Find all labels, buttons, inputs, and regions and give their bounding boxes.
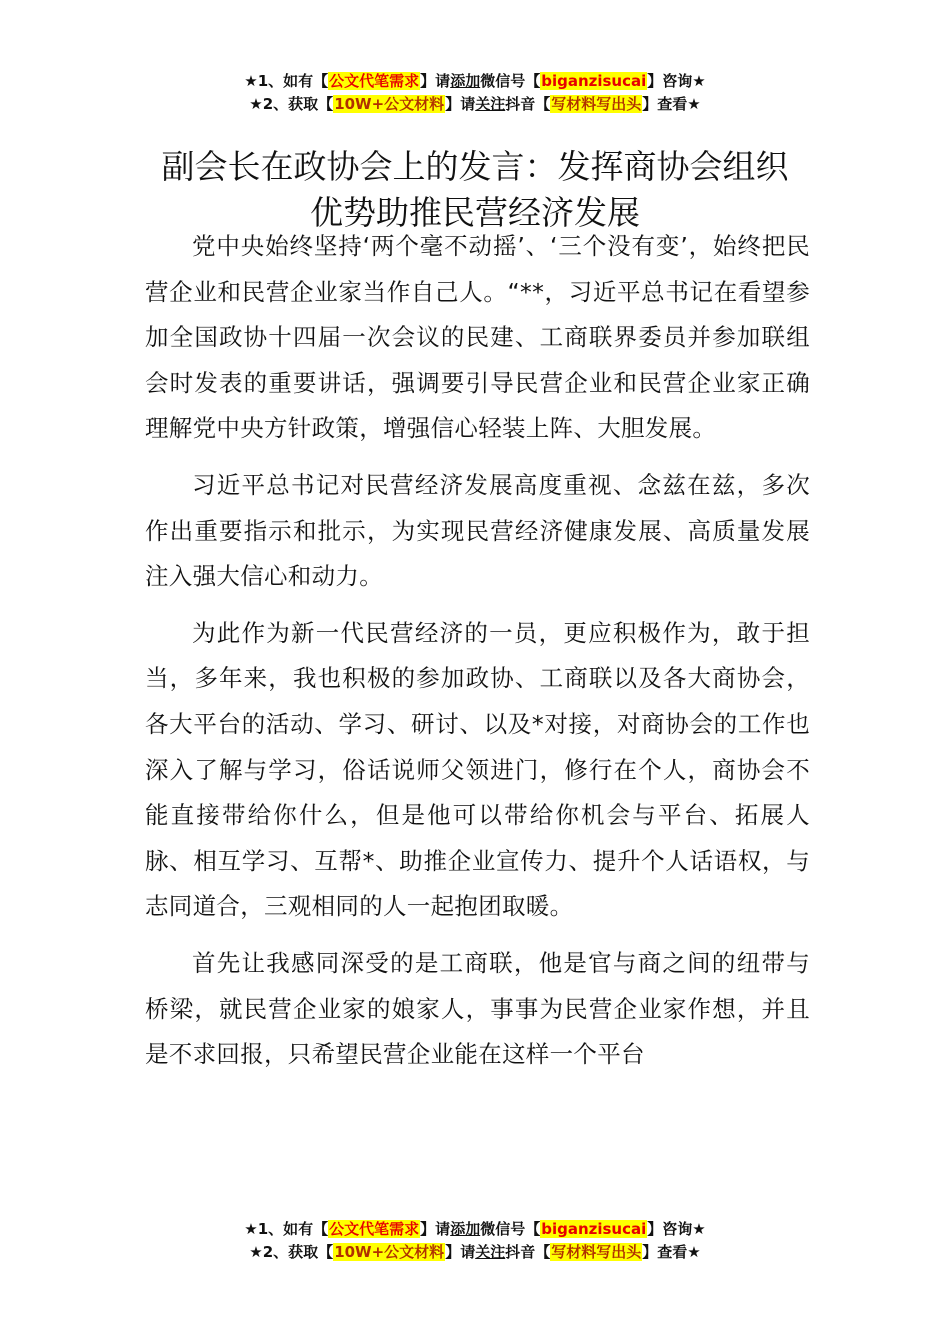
banner-line-2: ★2、获取【10W+公文材料】请关注抖音【写材料写出头】查看★ [249, 1243, 701, 1261]
banner-line-1: ★1、如有【公文代笔需求】请添加微信号【biganzisucai】咨询★ [244, 72, 706, 90]
banner-line-1: ★1、如有【公文代笔需求】请添加微信号【biganzisucai】咨询★ [244, 1220, 706, 1238]
paragraph: 为此作为新一代民营经济的一员，更应积极作为，敢于担当，多年来，我也积极的参加政协、工商联以及各大商协会，各大平台的活动、学习、研讨、以及*对接，对商协会的工作也深入了解与学习，俗话说师父领进门，修行在个人，商协会不能直接带给你什么，但是他可以带给你机会与平台、拓展人脉、相互学习、互帮*、助推企业宣传力、提升个人话语权，与志同道合，三观相同的人一起抱团取暖。 [145, 618, 810, 921]
document-body [145, 224, 810, 1089]
highlight-materials: 10W+公文材料 [334, 95, 445, 113]
highlight-materials: 10W+公文材料 [334, 1243, 445, 1261]
banner-line-2: ★2、获取【10W+公文材料】请关注抖音【写材料写出头】查看★ [249, 95, 701, 113]
highlight-service: 公文代笔需求 [329, 1220, 420, 1238]
title-line-1: 副会长在政协会上的发言：发挥商协会组织 [161, 147, 789, 187]
header-banner [0, 70, 950, 116]
highlight-douyin: 写材料写出头 [551, 95, 642, 113]
highlight-service: 公文代笔需求 [329, 72, 420, 90]
highlight-wechat-id: biganzisucai [541, 1220, 647, 1238]
document-title [0, 144, 950, 236]
star-icon: ★ [244, 72, 258, 90]
star-icon: ★ [249, 1243, 263, 1261]
paragraph: 首先让我感同深受的是工商联，他是官与商之间的纽带与桥梁，就民营企业家的娘家人，事事为民营企业家作想，并且是不求回报，只希望民营企业能在这样一个平台 [145, 948, 810, 1069]
star-icon: ★ [249, 95, 263, 113]
highlight-wechat-id: biganzisucai [541, 72, 647, 90]
title-line-2: 优势助推民营经济发展 [310, 193, 640, 233]
paragraph: 党中央始终坚持‘两个毫不动摇’、‘三个没有变’，始终把民营企业和民营企业家当作自己人。“**，习近平总书记在看望参加全国政协十四届一次会议的民建、工商联界委员并参加联组会时发表的重要讲话，强调要引导民营企业和民营企业家正确理解党中央方针政策，增强信心轻装上阵、大胆发展。 [145, 232, 810, 443]
paragraph: 习近平总书记对民营经济发展高度重视、念兹在兹，多次作出重要指示和批示，为实现民营经济健康发展、高质量发展注入强大信心和动力。 [145, 470, 810, 591]
footer-banner [0, 1218, 950, 1264]
highlight-douyin: 写材料写出头 [551, 1243, 642, 1261]
star-icon: ★ [244, 1220, 258, 1238]
